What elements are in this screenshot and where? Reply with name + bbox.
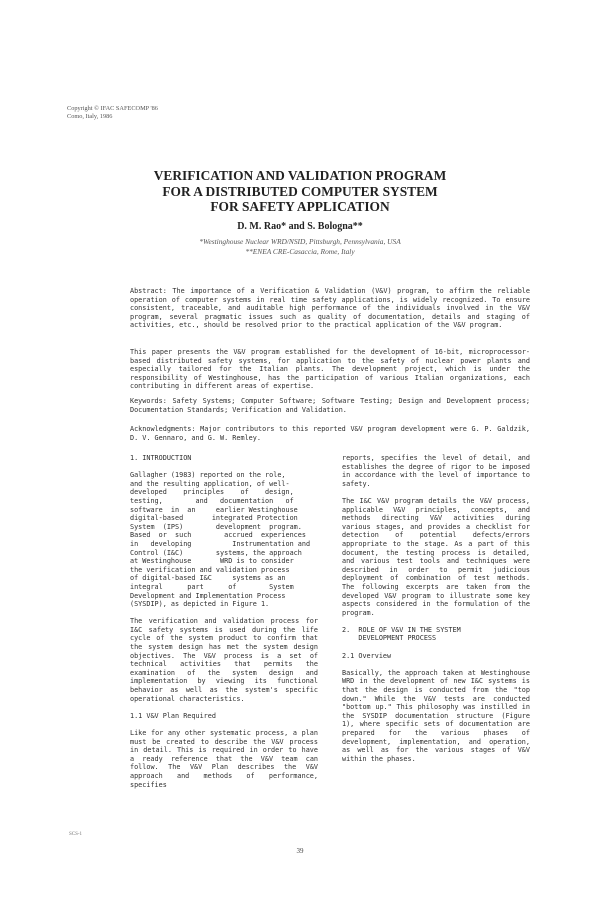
intro-paragraph: This paper presents the V&V program established for the development of 16-bit, microprocessor-based distributed safety systems, for application to the safety of nuclear power plants and especially tailored for the Italian plants. The development project, which is under the responsibility of Westinghouse, has the participation of various Italian organizations, each contributing in different areas of expertise. (130, 348, 530, 391)
acknowledgments: Acknowledgments: Major contributors to this reported V&V program development were G. P. Galdzik, D. V. Gennaro, and G. W. Remley. (130, 425, 530, 442)
title-line: FOR SAFETY APPLICATION (210, 199, 390, 214)
paper-title (0, 168, 600, 215)
paragraph: reports, specifies the level of detail, and establishes the degree of rigor to be imposed in accordance with the level of importance to safety. (342, 454, 530, 488)
margin-code: SCS-1 (69, 832, 83, 837)
abstract: Abstract: The importance of a Verification & Validation (V&V) program, to affirm the reliable operation of computer systems in real time safety applications, is widely recognized. To ensure consistent, traceable, and auditable high performance of the individuals involved in the V&V program, several pragmatic issues such as quality of documentation, details and staging of activities, etc., should be resolved prior to the practical application of the V&V program. (130, 287, 530, 330)
paragraph: The I&C V&V program details the V&V process, applicable V&V principles, concepts, and methods directing V&V activities during various stages, and provides a checklist for detection of potential defects/errors appropriate to the stage. As a part of this document, the testing process is detailed, and various test tools and techniques were described in order to permit judicious deployment of combination of test methods. The following excerpts are taken from the developed V&V program to illustrate some key aspects considered in the formulation of the program. (342, 496, 530, 617)
affiliation-line: *Westinghouse Nuclear WRD/NSID, Pittsburgh, Pennsylvania, USA (199, 237, 401, 246)
conference-location: Como, Italy, 1986 (67, 113, 113, 120)
section-heading-overview: 2.1 Overview (342, 651, 392, 660)
keywords: Keywords: Safety Systems; Computer Software; Software Testing; Design and Development process; Documentation Standards; Verification and Validation. (130, 397, 530, 414)
title-line: FOR A DISTRIBUTED COMPUTER SYSTEM (162, 183, 438, 199)
left-column (130, 454, 318, 798)
title-line: VERIFICATION AND VALIDATION PROGRAM (153, 168, 447, 183)
paragraph: Gallagher (1983) reported on the role, and the resulting application, of well- developed principles of design, testing, and documentation of software in an earlier Westinghouse digital-based integrated Protection System (IPS) development program. Based or such accrued experiences in developing Instrumentation and Control (I&C) systems, the approach at Westinghouse WRD is to consider the verification and validation process of digital-based I&C systems as an integral part of System Development and Implementation Process (SYSDIP), as depicted in Figure 1. (130, 471, 311, 609)
author-list: D. M. Rao* and S. Bologna** (237, 221, 363, 232)
section-heading-vv-plan: 1.1 V&V Plan Required (130, 711, 216, 720)
copyright-line: Copyright © IFAC SAFECOMP '86 (67, 105, 158, 112)
paragraph: Basically, the approach taken at Westinghouse WRD in the development of new I&C systems is that the design is conducted from the "top down." While the V&V tests are conducted "bottom up." This philosophy was instilled in the SYSDIP documentation structure (Figure 1), where specific sets of documentation are prepared for the various phases of development, implementation, and operation, as well as for the various stages of V&V within the phases. (342, 668, 530, 763)
paragraph: The verification and validation process for I&C safety systems is used during the life cycle of the system product to confirm that the system design has met the system design objectives. The V&V process is a set of technical activities that permits the examination of the system design and implementation by viewing its functional behavior as well as the system's specific operational characteristics. (130, 617, 318, 703)
page-number: 39 (296, 847, 304, 855)
section-heading-introduction: 1. INTRODUCTION (130, 454, 192, 462)
right-column (342, 454, 530, 772)
affiliations (0, 237, 600, 257)
paragraph: Like for any other systematic process, a plan must be created to describe the V&V process in detail. This is required in order to have a ready reference that the V&V team can follow. The V&V Plan describes the V&V approach and methods of performance, specifies (130, 729, 318, 789)
section-heading-role-of-vv: 2. ROLE OF V&V IN THE SYSTEM DEVELOPMENT PROCESS (342, 625, 461, 643)
affiliation-line: **ENEA CRE-Casaccia, Rome, Italy (245, 247, 355, 256)
copyright-notice (67, 105, 158, 121)
